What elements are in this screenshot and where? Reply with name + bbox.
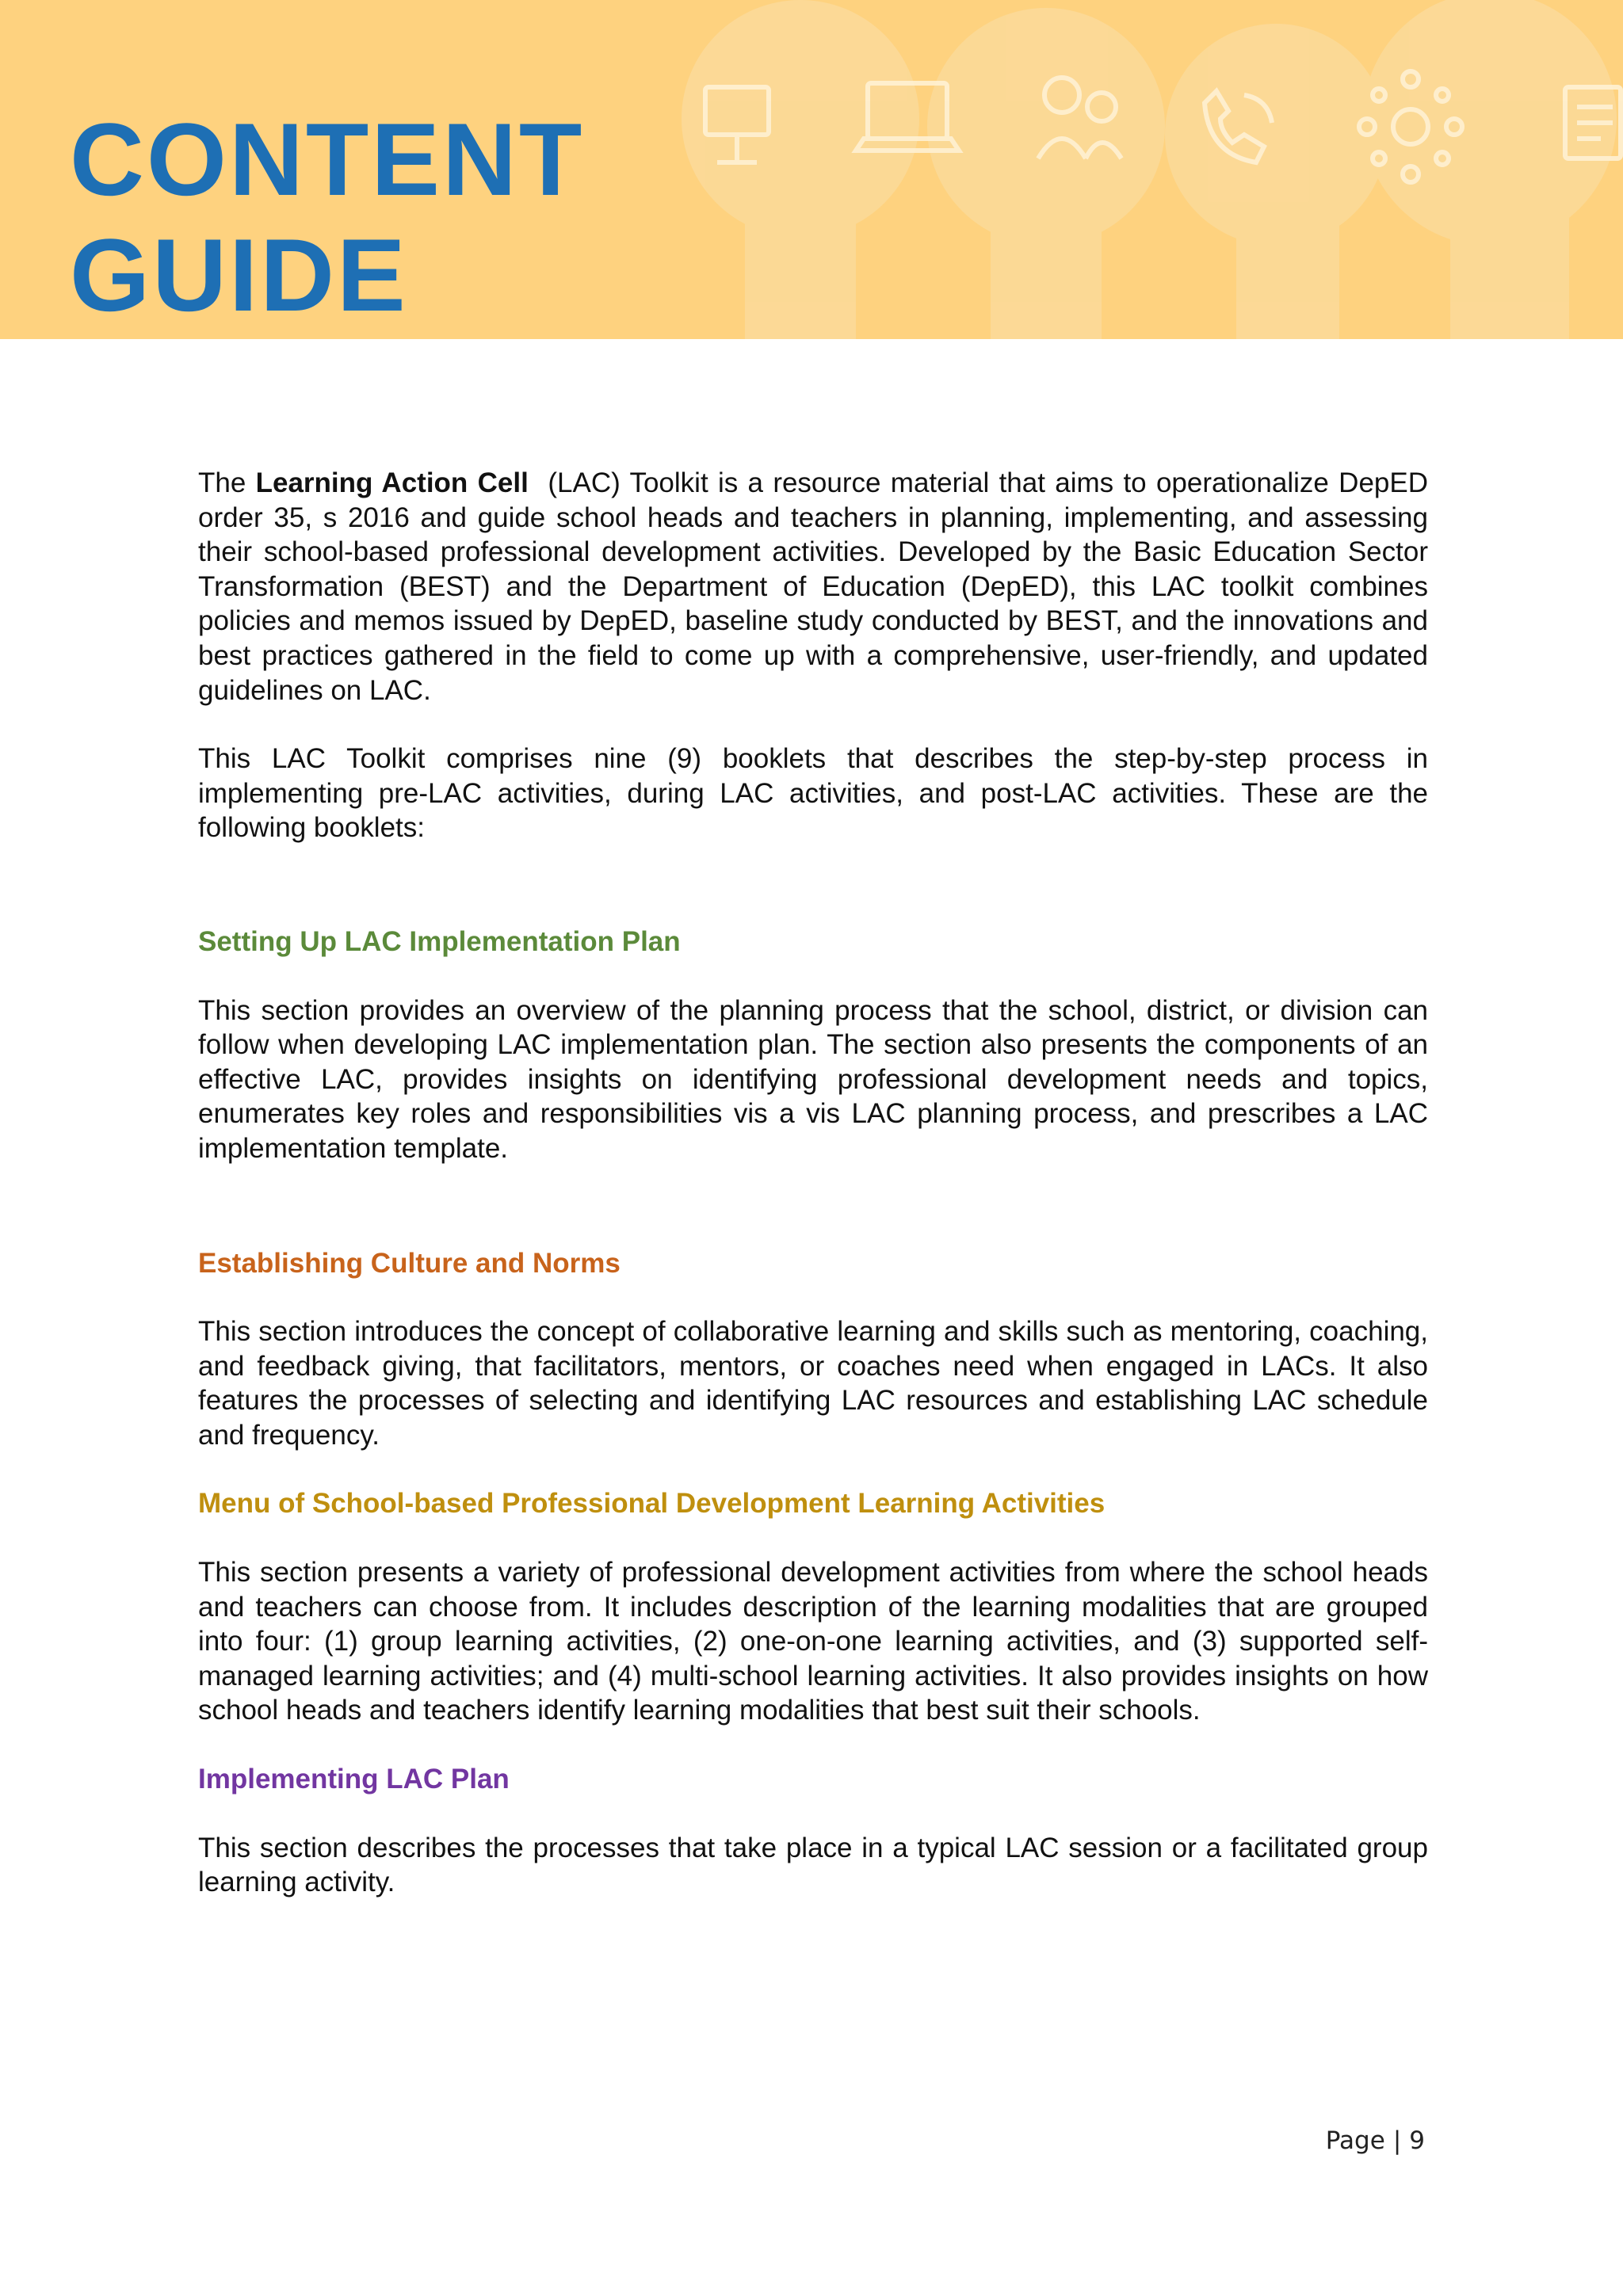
title-line-2: GUIDE bbox=[70, 217, 408, 333]
page-number: 9 bbox=[1409, 2126, 1425, 2155]
section-heading-culture-norms: Establishing Culture and Norms bbox=[198, 1247, 621, 1279]
title-line-1: CONTENT bbox=[70, 101, 585, 217]
intro-paragraph-2: This LAC Toolkit comprises nine (9) booklets that describes the step-by-step process in implementing pre-LAC activities, during LAC activities, and post-LAC activities. These are the following booklets: bbox=[198, 743, 1428, 844]
intro-paragraph-1 bbox=[198, 466, 1436, 707]
head-silhouette bbox=[1363, 0, 1617, 339]
page-label: Page bbox=[1325, 2126, 1385, 2155]
head-silhouette bbox=[682, 0, 919, 339]
section-heading-learning-activities: Menu of School-based Professional Development Learning Activities bbox=[198, 1488, 1106, 1520]
section-body-implementation-plan: This section provides an overview of the planning process that the school, district, or division can follow when developing LAC implementation plan. The section also presents the components of an effective LAC, provides insights on identifying professional development needs and topics, enumerates key roles and responsibilities vis a vis LAC planning process, and prescribes a LAC implementation template. bbox=[198, 994, 1428, 1164]
page-separator: | bbox=[1392, 2126, 1402, 2155]
page-title bbox=[70, 101, 584, 333]
head-silhouette bbox=[1165, 24, 1387, 339]
section-body-learning-activities: This section presents a variety of professional development activities from where the school heads and teachers can choose from. It includes description of the learning modalities that are grouped into four: (1) group learning activities, (2) one-on-one learning activities, and (3) supported self-managed learning activities; and (4) multi-school learning activities. It also provides insights on how school heads and teachers identify learning modalities that best suit their schools. bbox=[198, 1557, 1428, 1726]
main-content bbox=[198, 466, 1436, 1900]
intro-rest: (LAC) Toolkit is a resource material that aims to operationalize DepED order 35, s 2016 and guide school heads and teachers in planning, implementing, and assessing their school-based professional development activities. Developed by the Basic Education Sector Transformation (BEST) and the Department of Education (DepED), this LAC toolkit combines policies and memos issued by DepED, baseline study conducted by BEST, and the innovations and best practices gathered in the field to come up with a comprehensive, user-friendly, and updated guidelines on LAC. bbox=[198, 467, 1436, 706]
section-body-implementing-plan: This section describes the processes that take place in a typical LAC session or a facilitated group learning activity. bbox=[198, 1832, 1428, 1898]
page-number-footer bbox=[1326, 2126, 1425, 2155]
section-heading-implementing-plan: Implementing LAC Plan bbox=[198, 1764, 510, 1795]
section-body-culture-norms: This section introduces the concept of collaborative learning and skills such as mentoring, coaching, and feedback giving, that facilitators, mentors, or coaches need when engaged in LACs. It also features the processes of selecting and identifying LAC resources and establishing LAC schedule and frequency. bbox=[198, 1316, 1428, 1451]
head-silhouette bbox=[927, 8, 1165, 339]
intro-lead: The bbox=[198, 467, 256, 498]
header-banner bbox=[0, 0, 1623, 339]
section-heading-implementation-plan: Setting Up LAC Implementation Plan bbox=[198, 925, 681, 957]
intro-bold-term: Learning Action Cell bbox=[255, 467, 529, 498]
